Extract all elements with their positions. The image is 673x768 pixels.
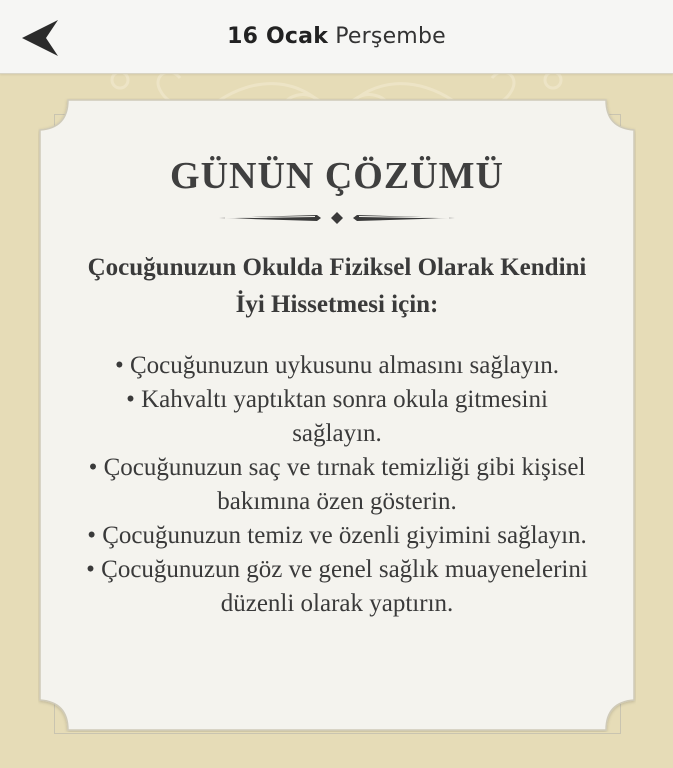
list-item: • Çocuğunuzun uykusunu almasını sağlayın. [114, 352, 560, 379]
solution-card [38, 98, 636, 732]
list-item: • Çocuğunuzun göz ve genel sağlık muayenelerini düzenli olarak yaptırın. [86, 556, 588, 617]
header-date [0, 24, 673, 49]
list-item: • Çocuğunuzun saç ve tırnak temizliği gibi kişisel bakımına özen gösterin. [88, 454, 586, 515]
list-item: • Çocuğunuzun temiz ve özenli giyimini sağlayın. [87, 522, 587, 549]
header-weekday: Perşembe [335, 24, 446, 49]
header-day: 16 Ocak [227, 24, 329, 49]
card-subtitle: Çocuğunuzun Okulda Fiziksel Olarak Kendini İyi Hissetmesi için: [87, 254, 587, 318]
ornament-divider-icon [217, 208, 457, 228]
card-content [78, 98, 596, 621]
list-item: • Kahvaltı yaptıktan sonra okula gitmesini sağlayın. [126, 386, 548, 447]
card-title: GÜNÜN ÇÖZÜMÜ [170, 155, 504, 197]
top-bar [0, 0, 673, 74]
tips-list [78, 349, 596, 621]
